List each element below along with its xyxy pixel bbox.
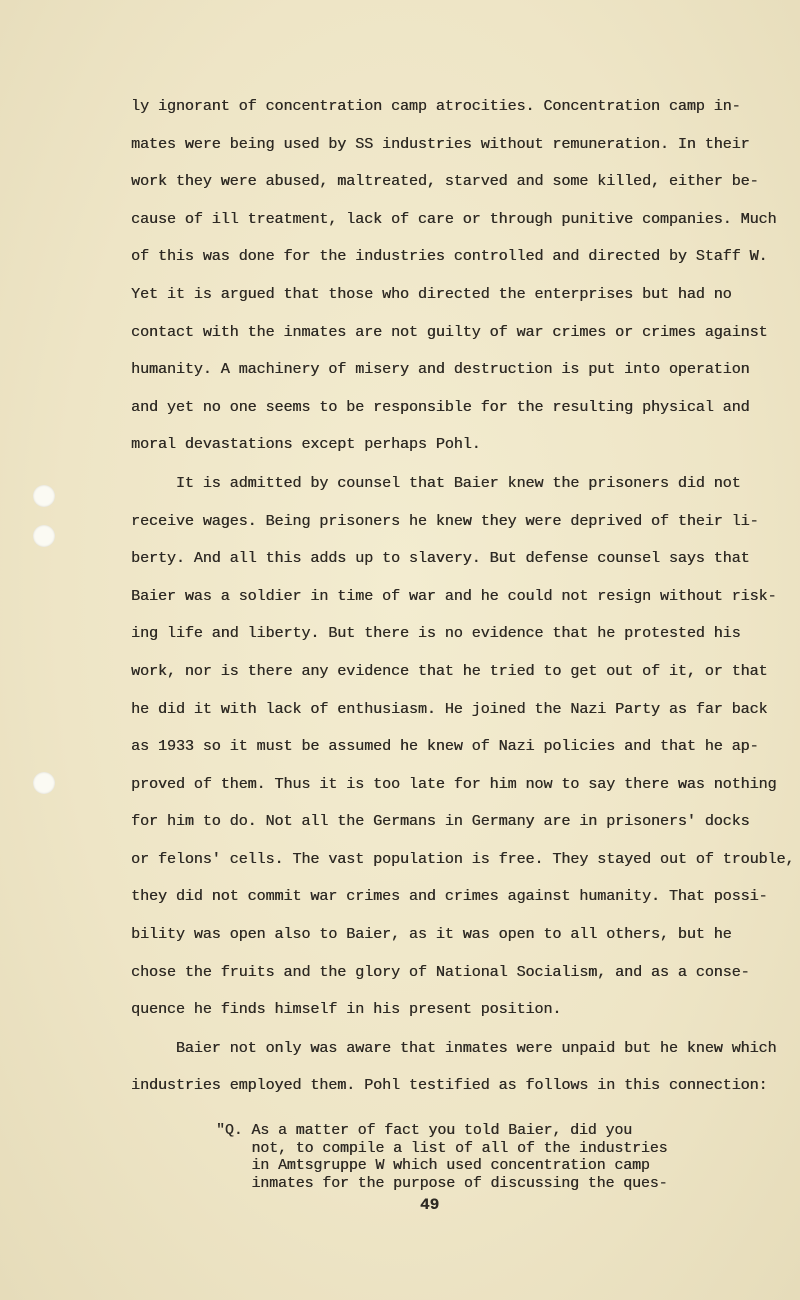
text-line: ly ignorant of concentration camp atrocities. Concentration camp in- (131, 97, 741, 115)
binder-hole (33, 525, 55, 547)
text-line: moral devastations except perhaps Pohl. (131, 435, 481, 454)
text-line: receive wages. Being prisoners he knew they were deprived of their li- (131, 511, 759, 530)
binder-hole (33, 485, 55, 507)
paragraph-3 (131, 1030, 777, 1105)
text-line: and yet no one seems to be responsible for the resulting physical and (131, 397, 750, 416)
body-text (131, 88, 795, 1105)
text-line: for him to do. Not all the Germans in Germany are in prisoners' docks (131, 812, 750, 831)
paragraph-1 (131, 88, 777, 464)
text-line: proved of them. Thus it is too late for him now to say there was nothing (131, 774, 777, 793)
text-line: or felons' cells. The vast population is free. They stayed out of trouble, (131, 849, 795, 868)
text-line: quence he finds himself in his present position. (131, 1000, 562, 1019)
page-number: 49 (420, 1196, 440, 1214)
text-line: industries employed them. Pohl testified as follows in this connection: (131, 1076, 768, 1095)
text-line: of this was done for the industries controlled and directed by Staff W. (131, 247, 768, 266)
binder-hole (33, 772, 55, 794)
quote-line: inmates for the purpose of discussing the ques- (216, 1174, 668, 1192)
paragraph-2 (131, 465, 795, 1029)
text-line: bility was open also to Baier, as it was open to all others, but he (131, 925, 732, 944)
text-line: contact with the inmates are not guilty of war crimes or crimes against (131, 322, 768, 341)
text-line: berty. And all this adds up to slavery. But defense counsel says that (131, 549, 750, 568)
text-line: mates were being used by SS industries without remuneration. In their (131, 134, 750, 153)
text-line: work, nor is there any evidence that he tried to get out of it, or that (131, 661, 768, 680)
text-line: humanity. A machinery of misery and destruction is put into operation (131, 360, 750, 379)
quote-line: in Amtsgruppe W which used concentration camp (216, 1157, 650, 1174)
text-line: he did it with lack of enthusiasm. He joined the Nazi Party as far back (131, 699, 768, 718)
text-line: ing life and liberty. But there is no evidence that he protested his (131, 624, 741, 643)
text-line: Yet it is argued that those who directed the enterprises but had no (131, 284, 732, 303)
text-line: they did not commit war crimes and crimes against humanity. That possi- (131, 887, 768, 906)
text-line: chose the fruits and the glory of National Socialism, and as a conse- (131, 962, 750, 981)
testimony-quote (216, 1122, 676, 1192)
quote-line: "Q. As a matter of fact you told Baier, did you (216, 1122, 633, 1139)
quote-line: not, to compile a list of all of the industries (216, 1139, 668, 1157)
text-line: Baier not only was aware that inmates were unpaid but he knew which (131, 1038, 777, 1057)
text-line: Baier was a soldier in time of war and he could not resign without risk- (131, 586, 777, 605)
text-line: as 1933 so it must be assumed he knew of Nazi policies and that he ap- (131, 737, 759, 756)
text-line: work they were abused, maltreated, starved and some killed, either be- (131, 172, 759, 191)
text-line: It is admitted by counsel that Baier knew the prisoners did not (131, 473, 741, 492)
text-line: cause of ill treatment, lack of care or through punitive companies. Much (131, 209, 777, 228)
